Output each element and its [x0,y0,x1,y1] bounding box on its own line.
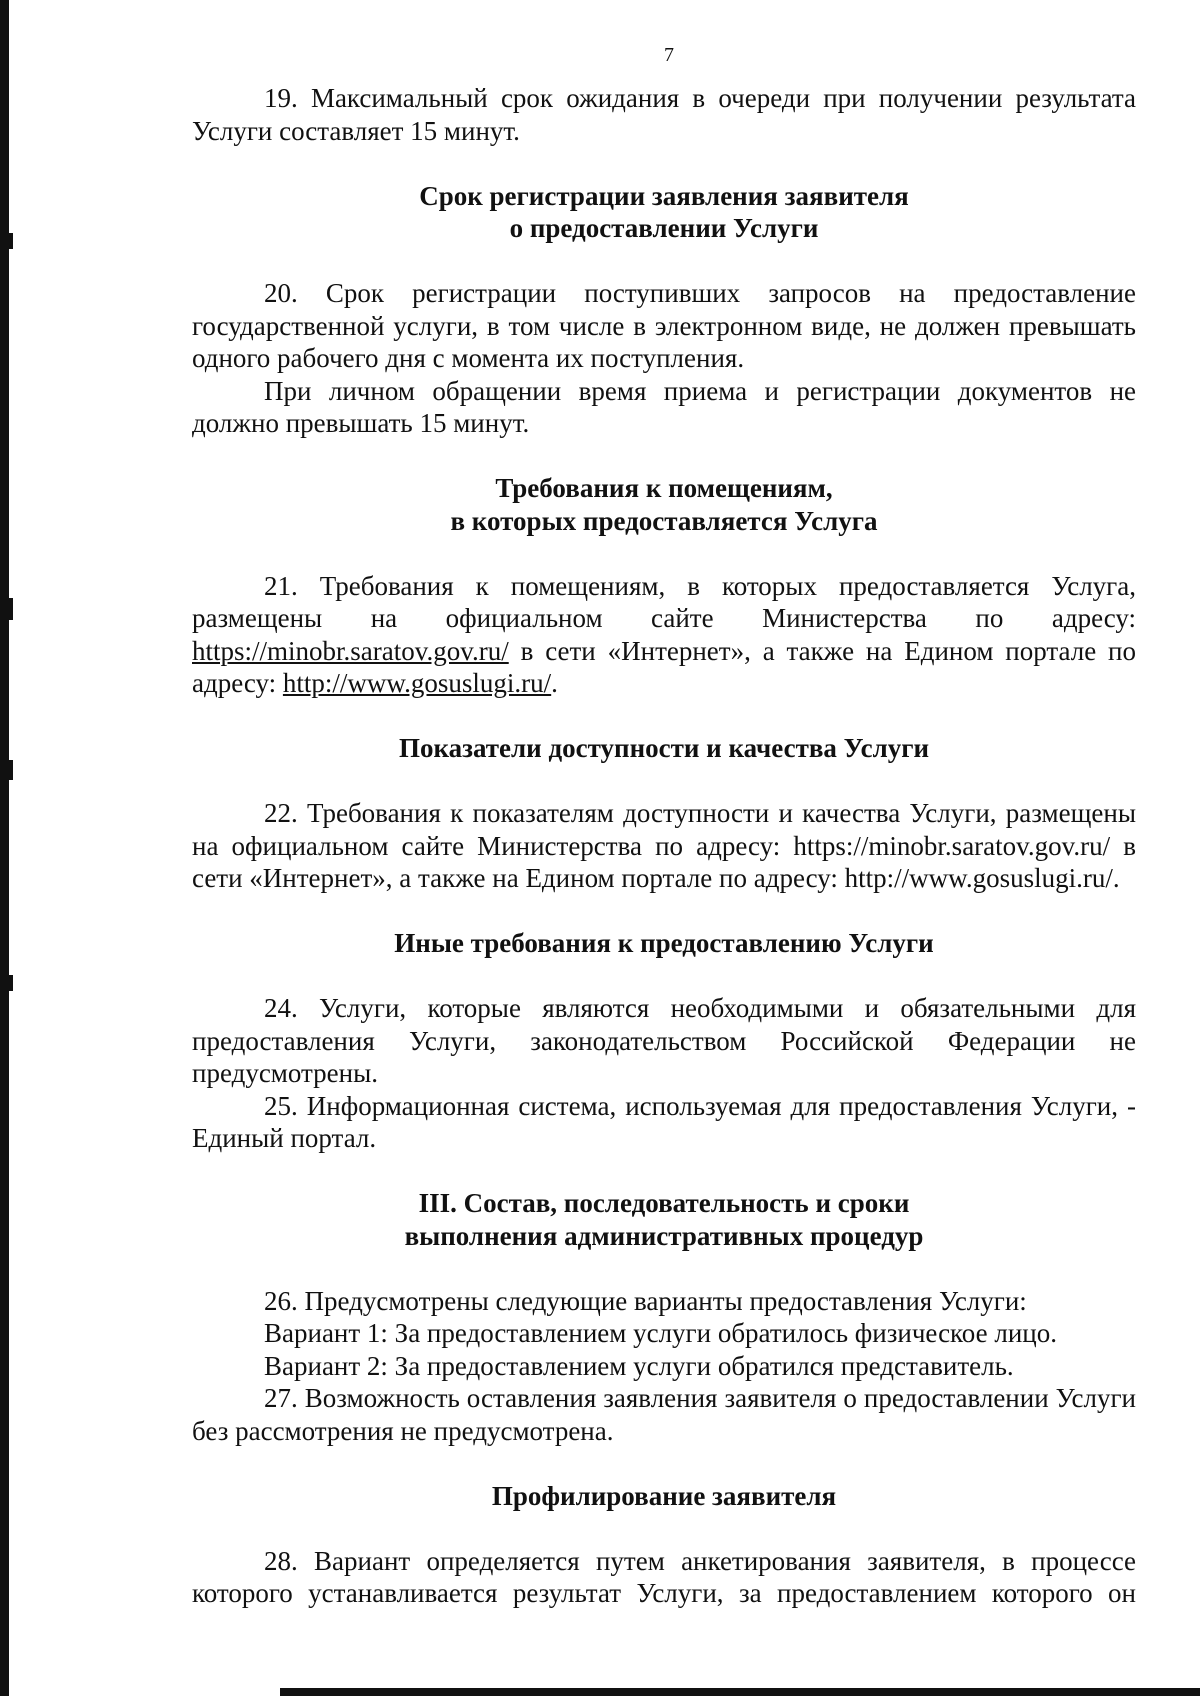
scan-tick [9,233,13,249]
scan-edge [0,0,9,1696]
paragraph-28: 28. Вариант определяется путем анкетирования заявителя, в процессе которого устанавливается результат Услуги, за предоставлением которого он [192,1545,1136,1608]
paragraph-24: 24. Услуги, которые являются необходимыми и обязательными для предоставления Услуги, законодательством Российской Федерации не предусмотрены. [192,993,1136,1088]
paragraph-27: 27. Возможность оставления заявления заявителя о предоставлении Услуги без рассмотрения не предусмотрена. [192,1383,1136,1446]
heading-other-requirements: Иные требования к предоставлению Услуги [394,928,934,958]
heading-accessibility: Показатели доступности и качества Услуги [398,733,930,763]
paragraph-26-variant-2: Вариант 2: За предоставлением услуги обратился представитель. [264,1350,1014,1381]
bottom-rule [280,1688,1200,1696]
paragraph-21: 21. Требования к помещениям, в которых предоставляется Услуга, размещены на официальном сайте Министерства по адресу: https://minobr.saratov.gov.ru/ в сети «Интернет», а также на Едином портале по адресу: http://www.gosuslugi.ru/. [192,570,1136,698]
paragraph-25: 25. Информационная система, используемая для предоставления Услуги, - Единый портал. [192,1090,1136,1153]
paragraph-26-variant-1: Вариант 1: За предоставлением услуги обратилось физическое лицо. [264,1318,1057,1348]
scan-tick [9,598,13,620]
scan-tick [9,760,13,780]
ministry-site-link[interactable]: https://minobr.saratov.gov.ru/ [192,635,509,666]
heading-profiling: Профилирование заявителя [491,1480,837,1511]
page-number: 7 [664,44,674,66]
heading-premises: Требования к помещениям, в которых предоставляется Услуга [450,473,878,536]
paragraph-20-personal: При личном обращении время приема и регистрации документов не должно превышать 15 минут. [192,375,1136,438]
paragraph-26: 26. Предусмотрены следующие варианты предоставления Услуги: [264,1285,1027,1316]
paragraph-20: 20. Срок регистрации поступивших запросов на предоставление государственной услуги, в том числе в электронном виде, не должен превышать одного рабочего дня с момента их поступления. [192,278,1136,373]
document-body [192,82,1136,1610]
heading-registration-term: Срок регистрации заявления заявителя о предоставлении Услуги [419,180,909,243]
paragraph-19: 19. Максимальный срок ожидания в очереди при получении результата Услуги составляет 15 минут. [192,83,1136,146]
paragraph-22: 22. Требования к показателям доступности и качества Услуги, размещены на официальном сайте Министерства по адресу: https://minobr.saratov.gov.ru/ в сети «Интернет», а также на Едином портале по адресу: http://www.gosuslugi.ru/. [192,798,1136,893]
scan-tick [9,975,13,991]
gosuslugi-link[interactable]: http://www.gosuslugi.ru/ [282,668,552,698]
heading-section-3: III. Состав, последовательность и сроки выполнения административных процедур [404,1188,924,1251]
